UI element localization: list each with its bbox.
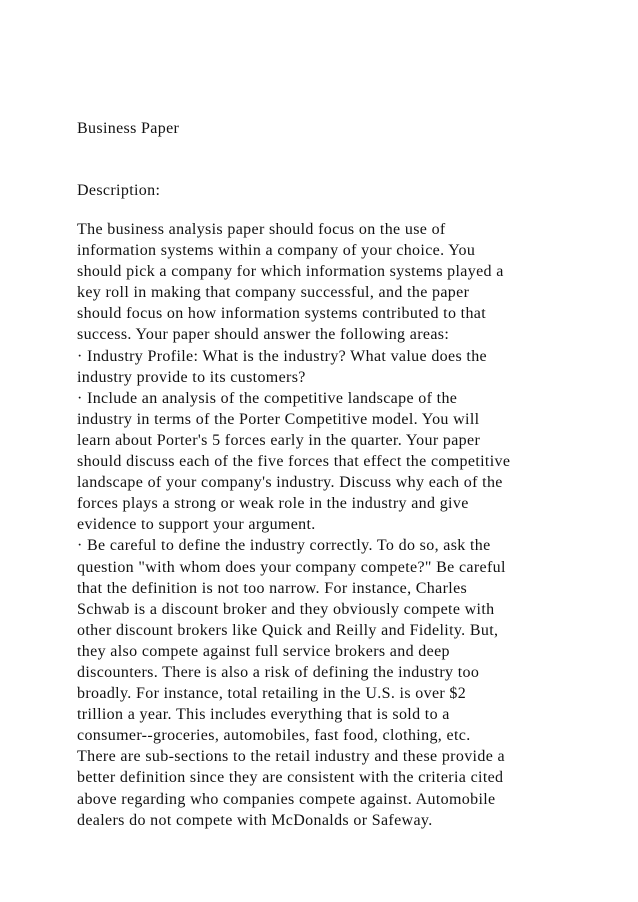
body-line: information systems within a company of your choice. You: [77, 242, 476, 260]
body-line: industry in terms of the Porter Competitive model. You will: [77, 410, 480, 428]
body-line: should focus on how information systems contributed to that: [77, 305, 487, 323]
body-line: The business analysis paper should focus on the use of: [77, 221, 446, 238]
body-line: other discount brokers like Quick and Reilly and Fidelity. But,: [77, 621, 499, 639]
body-line: · Industry Profile: What is the industry? What value does the: [77, 347, 488, 365]
body-line: dealers do not compete with McDonalds or Safeway.: [77, 811, 433, 829]
body-line: discounters. There is also a risk of defining the industry too: [77, 663, 480, 681]
body-line: that the definition is not too narrow. For instance, Charles: [77, 579, 468, 597]
body-line: · Be careful to define the industry correctly. To do so, ask the: [77, 537, 491, 555]
body-line: above regarding who companies compete against. Automobile: [77, 790, 496, 808]
body-line: should discuss each of the five forces that effect the competitive: [77, 453, 511, 471]
body-line: Schwab is a discount broker and they obviously compete with: [77, 600, 495, 618]
body-line: industry provide to its customers?: [77, 368, 306, 386]
body-line: better definition since they are consistent with the criteria cited: [77, 769, 504, 787]
body-line: There are sub-sections to the retail industry and these provide a: [77, 748, 505, 766]
document-title: Business Paper: [77, 120, 180, 137]
body-line: should pick a company for which information systems played a: [77, 263, 504, 281]
body-line: learn about Porter's 5 forces early in the quarter. Your paper: [77, 431, 481, 449]
body-line: success. Your paper should answer the following areas:: [77, 326, 450, 344]
body-line: evidence to support your argument.: [77, 516, 316, 534]
body-line: landscape of your company's industry. Discuss why each of the: [77, 474, 503, 492]
body-line: consumer--groceries, automobiles, fast food, clothing, etc.: [77, 727, 471, 745]
body-line: forces plays a strong or weak role in the industry and give: [77, 495, 469, 513]
description-body: [77, 219, 637, 831]
body-line: trillion a year. This includes everything that is sold to a: [77, 706, 450, 724]
body-line: they also compete against full service brokers and deep: [77, 642, 450, 660]
body-line: key roll in making that company successful, and the paper: [77, 284, 470, 302]
body-line: · Include an analysis of the competitive landscape of the: [77, 389, 458, 407]
description-heading: Description:: [77, 182, 161, 199]
body-line: question "with whom does your company compete?" Be careful: [77, 558, 506, 576]
body-line: broadly. For instance, total retailing in the U.S. is over $2: [77, 685, 467, 703]
